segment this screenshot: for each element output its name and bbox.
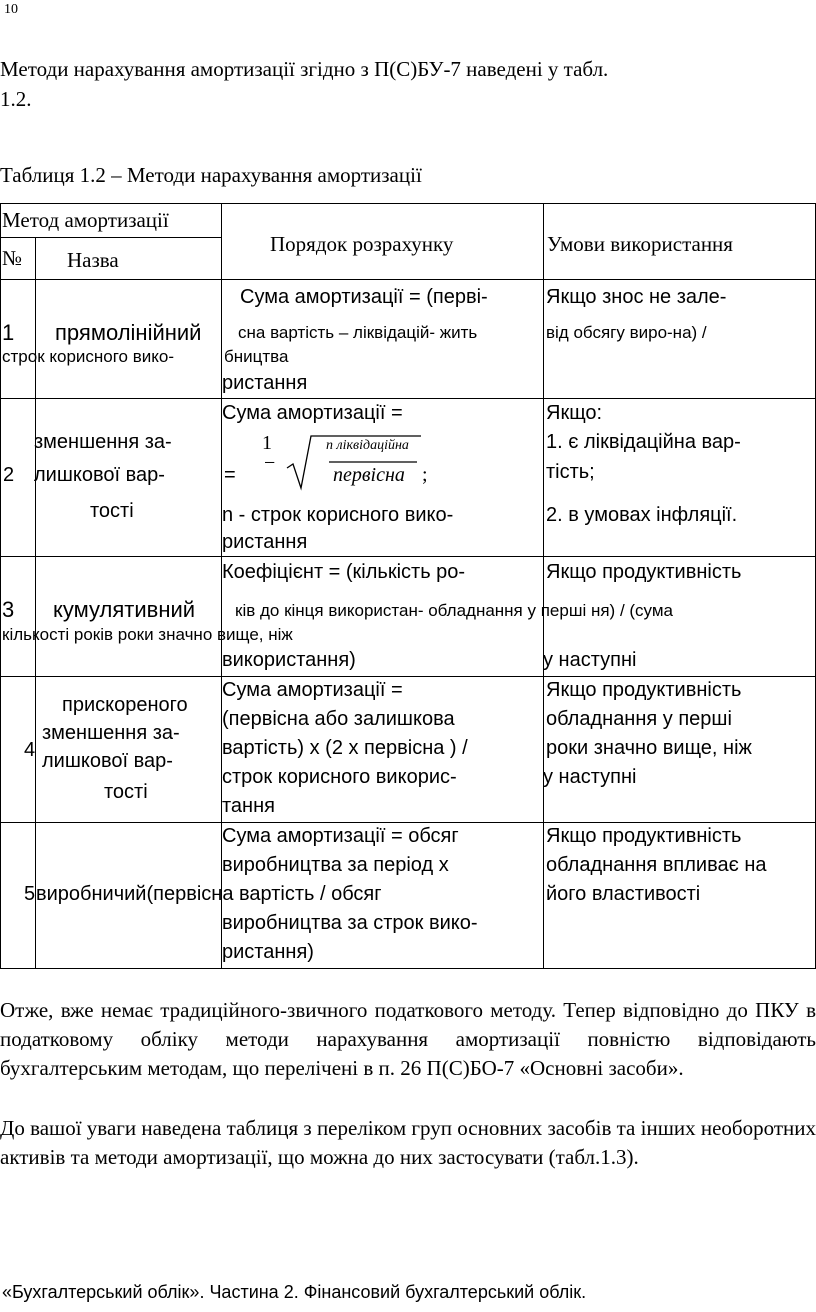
header-number: № bbox=[2, 246, 23, 270]
row4-name-4: тості bbox=[104, 781, 148, 803]
row3-cond-1: Якщо продуктивність bbox=[546, 561, 742, 583]
row4-calc-3: вартість) х (2 х первісна ) / bbox=[222, 737, 468, 759]
row4-name-3: лишкової вар- bbox=[42, 750, 173, 772]
page-number: 10 bbox=[4, 2, 18, 17]
row3-calc-2: ків до кінця використан- обладнання у перші ня) / (сума bbox=[235, 601, 673, 620]
row4-cond-3: роки значно вище, ніж bbox=[546, 737, 752, 759]
row-divider-3 bbox=[0, 676, 816, 677]
col-divider-calc bbox=[543, 203, 544, 968]
row4-num: 4 bbox=[24, 739, 36, 761]
table-title: Таблиця 1.2 – Методи нарахування амортизації bbox=[0, 163, 422, 187]
formula-eq: = bbox=[224, 464, 236, 486]
row4-calc-1: Сума амортизації = bbox=[222, 679, 403, 701]
row1-calc-3: бництва bbox=[224, 347, 289, 366]
row-divider-4 bbox=[0, 822, 816, 823]
row1-calc-4: ристання bbox=[222, 372, 308, 394]
formula-minus: − bbox=[264, 452, 276, 474]
row2-name-3: тості bbox=[90, 500, 134, 522]
row5-calc-4: ристання) bbox=[222, 941, 314, 963]
row1-calc-2: сна вартість – ліквідацій- жить bbox=[238, 323, 478, 342]
header-conditions: Умови використання bbox=[547, 232, 733, 256]
row-divider-1 bbox=[0, 398, 816, 399]
row2-cond-3: тість; bbox=[546, 461, 595, 483]
row5-cond-1: Якщо продуктивність bbox=[546, 825, 742, 847]
row3-cond-2: у наступні bbox=[543, 649, 637, 671]
row4-name-2: зменшення за- bbox=[42, 722, 180, 744]
row3-name-overflow: кількості років роки значно вище, ніж bbox=[2, 625, 293, 644]
row5-calc-2: виробництва за період х bbox=[222, 854, 449, 876]
table-border-bottom bbox=[0, 968, 816, 969]
row5-calc-1: Сума амортизації = обсяг bbox=[222, 825, 459, 847]
table-border-left bbox=[0, 203, 1, 968]
header-method: Метод амортизації bbox=[2, 208, 169, 232]
page-footer: «Бухгалтерський облік». Частина 2. Фінансовий бухгалтерський облік. bbox=[2, 1282, 587, 1302]
header-split-line bbox=[0, 237, 222, 238]
row2-calc-1: Сума амортизації = bbox=[222, 402, 403, 424]
row5-cond-2: обладнання впливає на bbox=[546, 854, 767, 876]
row2-calc-3: ристання bbox=[222, 531, 308, 553]
formula-semicolon: ; bbox=[422, 464, 428, 486]
row-divider-2 bbox=[0, 556, 816, 557]
row4-cond-1: Якщо продуктивність bbox=[546, 679, 742, 701]
row2-cond-4: 2. в умовах інфляції. bbox=[546, 504, 738, 526]
table-border-top bbox=[0, 203, 816, 204]
header-name: Назва bbox=[67, 248, 119, 272]
formula-one: 1 bbox=[262, 432, 272, 454]
row3-calc-1: Коефіцієнт = (кількість ро- bbox=[222, 561, 466, 583]
row4-name-1: прискореного bbox=[62, 694, 188, 716]
row1-calc-1: Сума амортизації = (перві- bbox=[240, 286, 488, 308]
paragraph-2: До вашої уваги наведена таблиця з переліком груп основних засобів та інших необоротних активів та методи амортизації, що можна до них застосувати (табл.1.3). bbox=[0, 1116, 816, 1169]
intro-line-2: 1.2. bbox=[0, 87, 32, 111]
row5-num: 5 bbox=[24, 883, 36, 905]
row3-name: кумулятивний bbox=[53, 597, 196, 622]
formula-root-index: n ліквідаційна bbox=[326, 438, 409, 453]
header-bottom-line bbox=[0, 279, 816, 280]
row2-cond-1: Якщо: bbox=[546, 402, 603, 424]
row2-num: 2 bbox=[3, 464, 15, 486]
row4-calc-2: (первісна або залишкова bbox=[222, 708, 455, 730]
paragraph-1: Отже, вже немає традиційного-звичного податкового методу. Тепер відповідно до ПКУ в податковому обліку методи нарахування амортизації повністю відповідають бухгалтерським методам, що перелічені в п. 26 П(С)БО-7 «Основні засоби». bbox=[0, 998, 816, 1080]
row5-name: виробничий(первісна вартість / обсяг bbox=[36, 883, 382, 905]
row1-name-overflow: строк корисного вико- bbox=[2, 347, 175, 366]
row5-calc-3: виробництва за строк вико- bbox=[222, 912, 478, 934]
row3-num: 3 bbox=[2, 597, 15, 622]
row4-calc-4: строк корисного викорис- bbox=[222, 766, 457, 788]
row2-name-1: зменшення за- bbox=[34, 431, 172, 453]
row1-num: 1 bbox=[2, 320, 15, 345]
row1-cond-2: від обсягу виро-на) / bbox=[546, 323, 707, 342]
row4-calc-5: тання bbox=[222, 795, 275, 817]
header-procedure: Порядок розрахунку bbox=[270, 232, 454, 256]
row4-cond-2: обладнання у перші bbox=[546, 708, 732, 730]
row2-cond-2: 1. є ліквідаційна вар- bbox=[546, 431, 741, 453]
formula-radicand: первісна bbox=[333, 464, 405, 486]
row5-cond-3: його властивості bbox=[546, 883, 701, 905]
row1-cond-1: Якщо знос не зале- bbox=[546, 286, 727, 308]
row3-calc-3: використання) bbox=[222, 649, 356, 671]
row2-name-2: лишкової вар- bbox=[34, 464, 165, 486]
row4-cond-4: у наступні bbox=[543, 766, 637, 788]
row1-name: прямолінійний bbox=[55, 320, 202, 345]
row2-calc-2: n - строк корисного вико- bbox=[222, 504, 454, 526]
intro-line-1: Методи нарахування амортизації згідно з П(С)БУ-7 наведені у табл. bbox=[0, 57, 609, 81]
